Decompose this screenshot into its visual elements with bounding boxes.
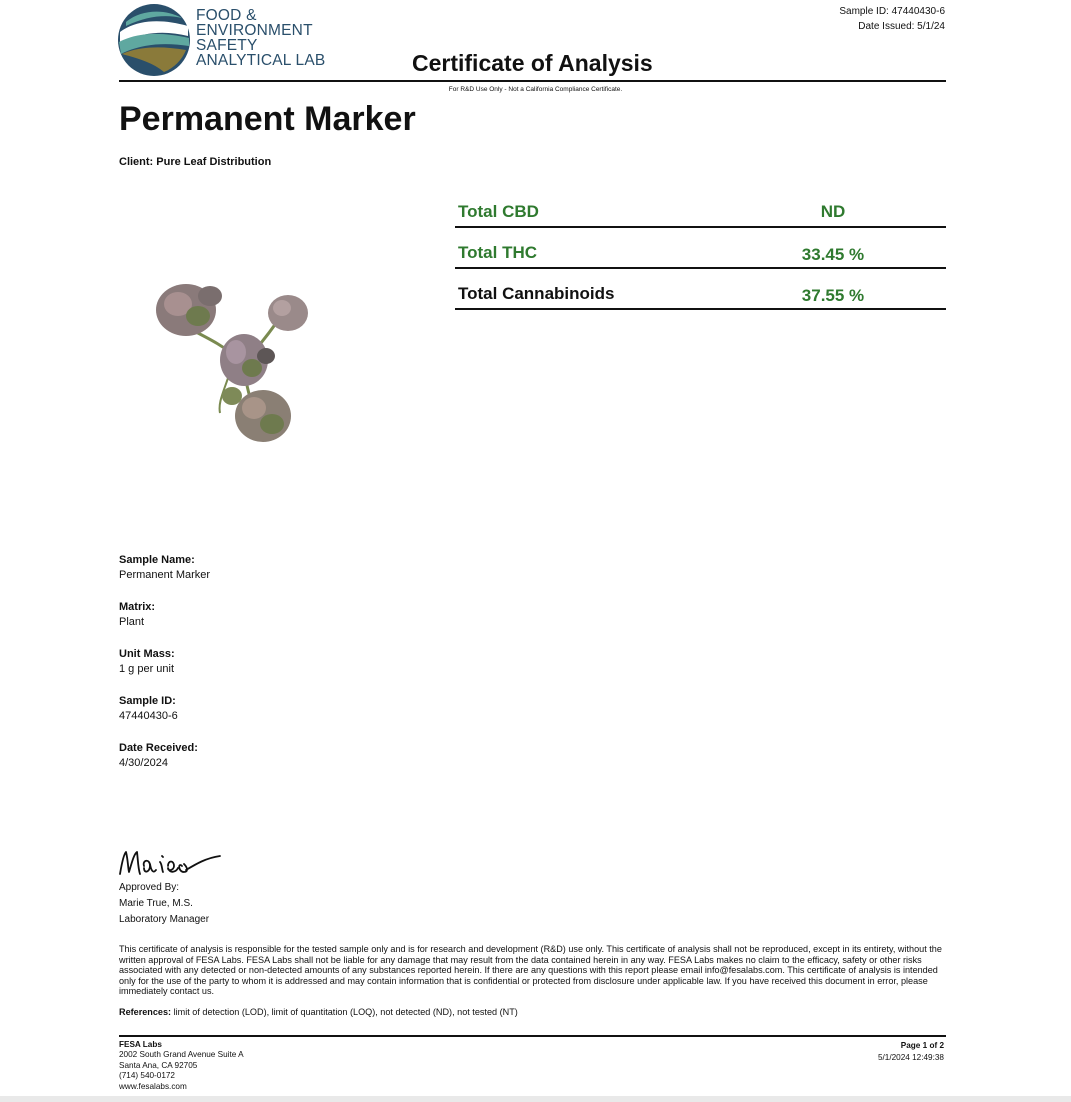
detail-label: Date Received:: [119, 742, 198, 754]
lab-logo-icon: [116, 2, 192, 78]
footer-company: FESA Labs: [119, 1040, 162, 1049]
result-row: [455, 269, 946, 310]
lab-contact: [119, 1040, 244, 1092]
sample-id-header: Sample ID: 47440430-6: [839, 6, 945, 17]
result-row: [455, 228, 946, 269]
lab-logo-text: [196, 8, 325, 68]
logo-line: SAFETY: [196, 37, 258, 54]
result-value: 37.55 %: [801, 286, 865, 305]
references-label: References:: [119, 1007, 172, 1017]
references-text: limit of detection (LOD), limit of quantitation (LOQ), not detected (ND), not tested (NT): [171, 1007, 518, 1017]
page-info: [878, 1040, 944, 1064]
header-divider: [119, 80, 946, 82]
detail-label: Unit Mass:: [119, 648, 175, 660]
detail-value: 1 g per unit: [119, 663, 175, 675]
client-name: Client: Pure Leaf Distribution: [119, 156, 272, 168]
approver-name: Marie True, M.S.: [119, 898, 193, 909]
document-meta: [839, 4, 945, 34]
result-value: ND: [820, 202, 846, 221]
approval-block: [119, 880, 209, 928]
print-timestamp: 5/1/2024 12:49:38: [877, 1053, 944, 1062]
detail-field: [119, 741, 210, 772]
approver-role: Laboratory Manager: [119, 914, 210, 925]
footer-divider: [119, 1035, 946, 1037]
logo-line: ANALYTICAL LAB: [196, 52, 326, 69]
footer-address-line: Santa Ana, CA 92705: [119, 1060, 198, 1070]
detail-label: Sample Name:: [119, 554, 195, 566]
certificate-title: Certificate of Analysis: [412, 50, 653, 76]
detail-value: 4/30/2024: [119, 757, 168, 769]
product-name: Permanent Marker: [119, 100, 416, 138]
detail-field: [119, 694, 210, 725]
result-label: Total CBD: [458, 202, 539, 221]
footer-phone: (714) 540-0172: [119, 1071, 175, 1081]
disclaimer-text: This certificate of analysis is responsible for the tested sample only and is for research and development (R&D) use only. This certificate of analysis shall not be reproduced, except in its entirety, without the written approval of FESA Labs. FESA Labs shall not be liable for any damage that may result from the data contained herein in any way. FESA Labs makes no claim to the efficacy, safety or other risks associated with any detected or non-detected amounts of any substances reported herein. If there are any questions with this report please email info@fesalabs.com. This certificate of analysis is intended only for the use of the party to whom it is addressed and may contain information that is confidential or protected from disclosure under applicable law. If you have received this document in error, please immediately contact us.: [119, 944, 942, 997]
detail-value: Plant: [119, 616, 145, 628]
detail-label: Matrix:: [119, 601, 156, 613]
detail-field: [119, 600, 210, 631]
page-number: Page 1 of 2: [900, 1041, 944, 1050]
rd-use-note: For R&D Use Only - Not a California Compliance Certificate.: [448, 86, 623, 93]
lab-logo: [116, 2, 336, 78]
signature-image: [116, 840, 226, 882]
footer-address-line: 2002 South Grand Avenue Suite A: [119, 1050, 244, 1060]
footer-website[interactable]: www.fesalabs.com: [119, 1081, 187, 1091]
result-value: 33.45 %: [801, 245, 865, 264]
detail-value: Permanent Marker: [119, 569, 211, 581]
detail-label: Sample ID:: [119, 695, 176, 707]
approved-by-label: Approved By:: [119, 882, 180, 893]
date-issued: Date Issued: 5/1/24: [858, 21, 945, 32]
sample-photo: [148, 268, 318, 458]
result-label: Total Cannabinoids: [458, 284, 615, 303]
logo-line: FOOD &: [196, 7, 257, 24]
result-label: Total THC: [458, 243, 538, 262]
detail-value: 47440430-6: [119, 710, 178, 722]
detail-field: [119, 553, 210, 584]
cannabinoid-summary-table: [455, 200, 946, 310]
sample-details: [119, 553, 210, 788]
detail-field: [119, 647, 210, 678]
references-line: [119, 1007, 949, 1017]
result-row: [455, 200, 946, 228]
logo-line: ENVIRONMENT: [196, 22, 313, 39]
viewer-bottom-edge: [0, 1096, 1071, 1102]
